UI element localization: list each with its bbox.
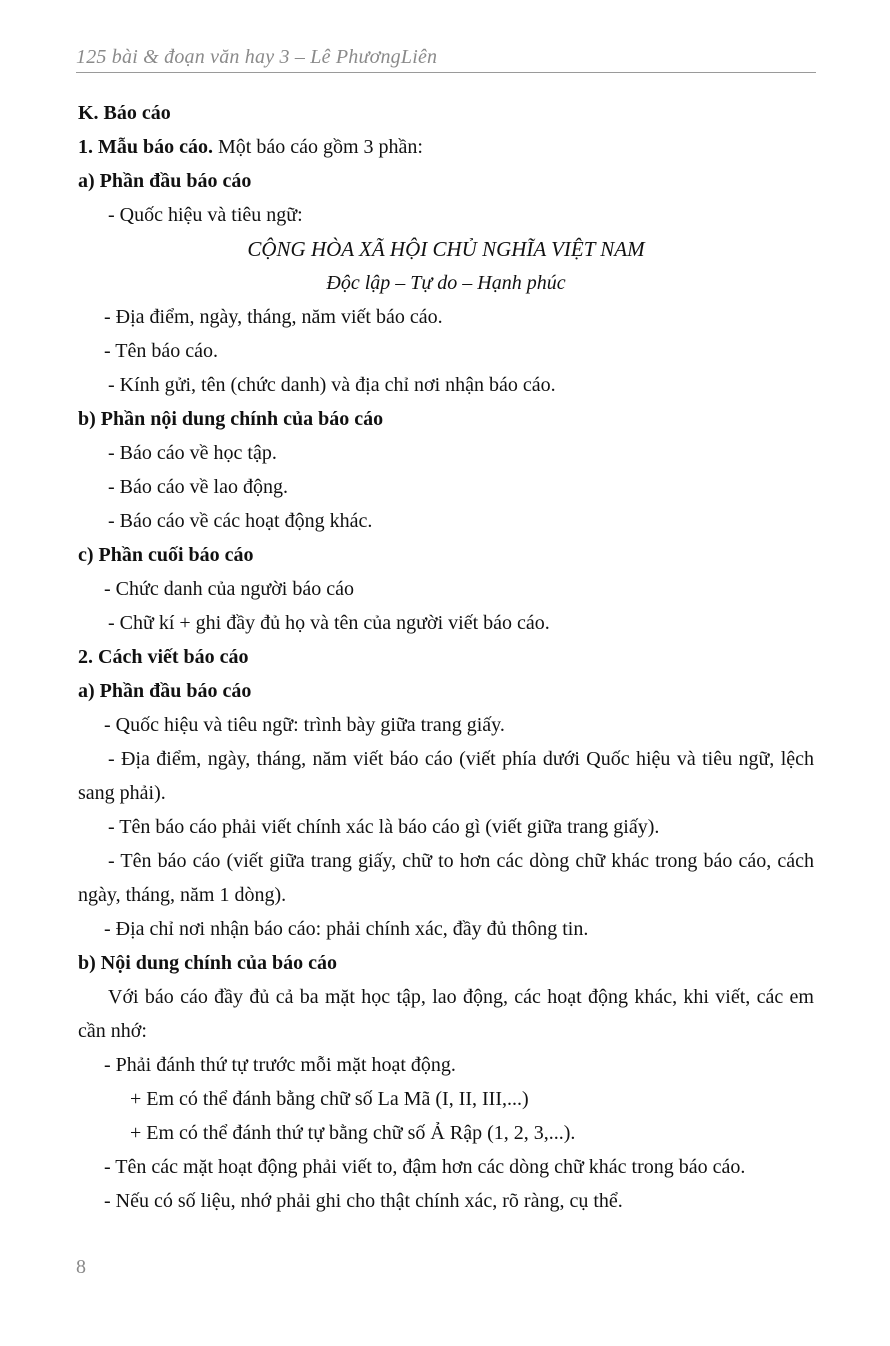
part2-b-item: - Tên các mặt hoạt động phải viết to, đậm hơn các dòng chữ khác trong báo cáo.: [104, 1156, 746, 1178]
page-content: [78, 96, 814, 1218]
part1-title-line: [78, 130, 814, 164]
part2-a-item: - Tên báo cáo (viết giữa trang giấy, chữ to hơn các dòng chữ khác trong báo cáo, cách ngày, tháng, năm 1 dòng).: [78, 850, 814, 906]
part1-c-item: - Chữ kí + ghi đầy đủ họ và tên của người viết báo cáo.: [108, 612, 550, 634]
part1-c-item: - Chức danh của người báo cáo: [104, 578, 354, 600]
part1-a-item: - Quốc hiệu và tiêu ngữ:: [108, 204, 303, 226]
part1-title: 1. Mẫu báo cáo.: [78, 136, 213, 158]
running-header: 125 bài & đoạn văn hay 3 – Lê PhươngLiên: [76, 46, 438, 68]
part1-a-item: - Địa điểm, ngày, tháng, năm viết báo cáo.: [104, 306, 443, 328]
part1-b-item: - Báo cáo về lao động.: [108, 476, 288, 498]
part1-c-heading: c) Phần cuối báo cáo: [78, 544, 254, 566]
part2-a-heading: a) Phần đầu báo cáo: [78, 680, 252, 702]
part1-b-item: - Báo cáo về các hoạt động khác.: [108, 510, 373, 532]
header-divider: [76, 72, 816, 73]
part2-a-item: - Địa chỉ nơi nhận báo cáo: phải chính xác, đầy đủ thông tin.: [104, 918, 589, 940]
part2-b-subitem: + Em có thể đánh bằng chữ số La Mã (I, II, III,...): [130, 1088, 529, 1110]
part2-title: 2. Cách viết báo cáo: [78, 646, 249, 668]
part2-a-item: - Quốc hiệu và tiêu ngữ: trình bày giữa trang giấy.: [104, 714, 505, 736]
part1-a-heading: a) Phần đầu báo cáo: [78, 170, 252, 192]
section-heading: K. Báo cáo: [78, 102, 171, 124]
page-number: 8: [76, 1256, 86, 1278]
part1-b-item: - Báo cáo về học tập.: [108, 442, 277, 464]
part1-a-item: - Kính gửi, tên (chức danh) và địa chỉ nơi nhận báo cáo.: [108, 374, 556, 396]
part2-a-item: - Tên báo cáo phải viết chính xác là báo cáo gì (viết giữa trang giấy).: [108, 816, 660, 838]
part1-title-rest: Một báo cáo gồm 3 phần:: [213, 136, 423, 158]
national-motto: Độc lập – Tự do – Hạnh phúc: [326, 272, 566, 294]
national-title: CỘNG HÒA XÃ HỘI CHỦ NGHĨA VIỆT NAM: [247, 237, 645, 261]
part2-a-item: - Địa điểm, ngày, tháng, năm viết báo cáo (viết phía dưới Quốc hiệu và tiêu ngữ, lệch sang phải).: [78, 748, 814, 804]
part1-a-item: - Tên báo cáo.: [104, 340, 219, 362]
part2-b-item: - Nếu có số liệu, nhớ phải ghi cho thật chính xác, rõ ràng, cụ thể.: [104, 1190, 623, 1212]
part2-b-item: - Phải đánh thứ tự trước mỗi mặt hoạt động.: [104, 1054, 456, 1076]
part2-b-intro: Với báo cáo đầy đủ cả ba mặt học tập, lao động, các hoạt động khác, khi viết, các em cần nhớ:: [78, 986, 814, 1042]
part1-b-heading: b) Phần nội dung chính của báo cáo: [78, 408, 384, 430]
part2-b-heading: b) Nội dung chính của báo cáo: [78, 952, 337, 974]
part2-b-subitem: + Em có thể đánh thứ tự bằng chữ số Ả Rập (1, 2, 3,...).: [130, 1122, 576, 1144]
